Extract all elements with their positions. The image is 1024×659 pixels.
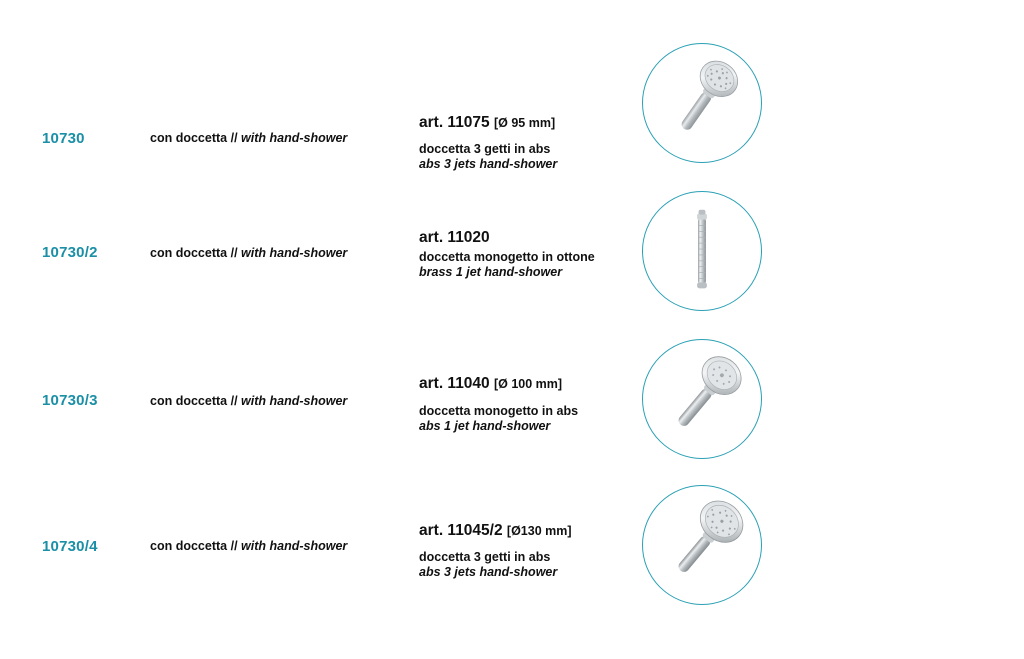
article-dimension: [Ø 95 mm]	[494, 116, 556, 130]
description-separator: //	[230, 246, 238, 260]
description-english: with hand-shower	[241, 539, 348, 553]
hand-shower-brass-stick-icon	[643, 192, 761, 310]
product-description	[150, 394, 347, 408]
article-dimension: [Ø 100 mm]	[494, 377, 563, 391]
article-spec	[419, 250, 595, 280]
product-code: 10730/3	[42, 392, 98, 409]
product-row	[0, 328, 1024, 474]
article-spec	[419, 142, 557, 172]
hand-shower-1-jet-round-icon	[643, 340, 761, 458]
spec-italian: doccetta 3 getti in abs	[419, 142, 551, 156]
spec-english: abs 1 jet hand-shower	[419, 419, 551, 433]
article-spec	[419, 404, 578, 434]
hand-shower-3-jets-round-icon	[643, 44, 761, 162]
spec-italian: doccetta monogetto in abs	[419, 404, 579, 418]
product-code: 10730	[42, 130, 85, 147]
article-label: art. 11045/2	[419, 522, 503, 539]
description-separator: //	[230, 539, 238, 553]
description-english: with hand-shower	[241, 394, 348, 408]
spec-italian: doccetta 3 getti in abs	[419, 550, 551, 564]
product-row	[0, 180, 1024, 326]
article-spec	[419, 550, 557, 580]
product-code: 10730/2	[42, 244, 98, 261]
spec-english: brass 1 jet hand-shower	[419, 265, 563, 279]
product-description	[150, 246, 347, 260]
product-description	[150, 539, 347, 553]
product-code: 10730/4	[42, 538, 98, 555]
spec-english: abs 3 jets hand-shower	[419, 157, 558, 171]
description-italian: con doccetta	[150, 394, 228, 408]
article-dimension: [Ø130 mm]	[506, 524, 572, 538]
product-image-circle	[642, 485, 762, 605]
description-english: with hand-shower	[241, 246, 348, 260]
product-row	[0, 474, 1024, 620]
spec-italian: doccetta monogetto in ottone	[419, 250, 595, 264]
article-label: art. 11075	[419, 114, 490, 131]
hand-shower-3-jets-large-icon	[643, 486, 761, 604]
description-italian: con doccetta	[150, 246, 228, 260]
product-image-circle	[642, 339, 762, 459]
article-number	[419, 229, 490, 247]
article-number	[419, 114, 555, 132]
description-separator: //	[230, 131, 238, 145]
article-number	[419, 375, 562, 393]
article-number	[419, 522, 572, 540]
product-row	[0, 32, 1024, 178]
description-english: with hand-shower	[241, 131, 348, 145]
article-label: art. 11040	[419, 375, 490, 392]
product-image-circle	[642, 191, 762, 311]
description-separator: //	[230, 394, 238, 408]
spec-english: abs 3 jets hand-shower	[419, 565, 558, 579]
description-italian: con doccetta	[150, 539, 228, 553]
article-label: art. 11020	[419, 229, 490, 246]
product-description	[150, 131, 347, 145]
description-italian: con doccetta	[150, 131, 228, 145]
product-image-circle	[642, 43, 762, 163]
